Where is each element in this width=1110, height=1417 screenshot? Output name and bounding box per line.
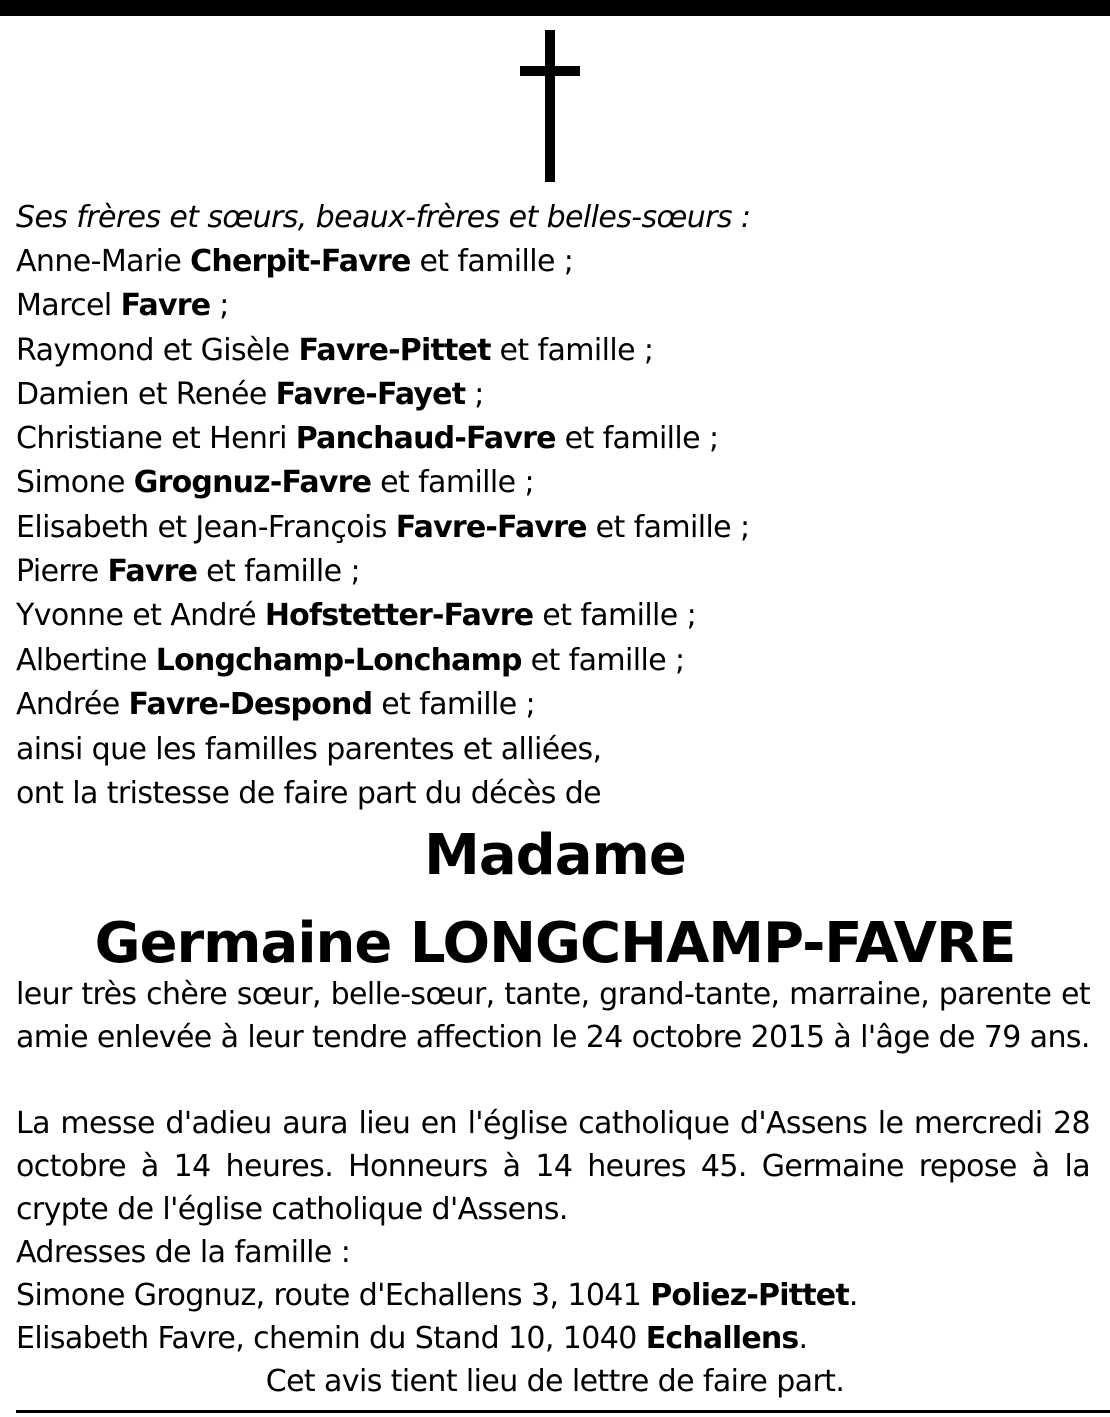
top-border: [0, 0, 1110, 16]
family-member: Christiane et Henri Panchaud-Favre et famille ;: [16, 421, 719, 457]
ceremony-paragraph: La messe d'adieu aura lieu en l'église catholique d'Assens le mercredi 28 octobre à 14 heures. Honneurs à 14 heures 45. Germaine repose à la crypte de l'église catholique d'Assens.: [16, 1106, 1090, 1227]
bottom-border: [16, 1410, 1110, 1413]
honorific: Madame: [424, 823, 686, 888]
address-line: Elisabeth Favre, chemin du Stand 10, 1040 Echallens.: [16, 1321, 808, 1356]
family-member: Andrée Favre-Despond et famille ;: [16, 686, 536, 722]
intro-line: Ses frères et sœurs, beaux-frères et belles-sœurs :: [16, 200, 751, 235]
family-member: Yvonne et André Hofstetter-Favre et famille ;: [16, 598, 697, 634]
footer-note: Cet avis tient lieu de lettre de faire part.: [265, 1364, 845, 1399]
family-member: Elisabeth et Jean-François Favre-Favre et famille ;: [16, 509, 750, 545]
addresses-block: [16, 1231, 1090, 1360]
address-line: Simone Grognuz, route d'Echallens 3, 1041 Poliez-Pittet.: [16, 1278, 858, 1313]
family-member: Raymond et Gisèle Favre-Pittet et famille ;: [16, 332, 654, 368]
family-list: [16, 240, 1090, 727]
deceased-name: Germaine LONGCHAMP-FAVRE: [94, 911, 1016, 976]
closing-line: ainsi que les familles parentes et alliées,: [16, 732, 602, 767]
family-member: Damien et Renée Favre-Fayet ;: [16, 376, 484, 412]
tribute-paragraph: leur très chère sœur, belle-sœur, tante, grand-tante, marraine, parente et amie enlevée à leur tendre affection le 24 octobre 2015 à l'âge de 79 ans.: [16, 977, 1090, 1055]
family-member: Albertine Longchamp-Lonchamp et famille ;: [16, 642, 685, 678]
family-member: Pierre Favre et famille ;: [16, 554, 360, 590]
family-member: Anne-Marie Cherpit-Favre et famille ;: [16, 244, 574, 279]
closing-lines: [16, 728, 1090, 817]
addresses-heading: Adresses de la famille :: [16, 1235, 351, 1270]
family-member: Marcel Favre ;: [16, 288, 229, 324]
closing-line: ont la tristesse de faire part du décès de: [16, 776, 602, 812]
cross-icon: [520, 30, 580, 182]
family-member: Simone Grognuz-Favre et famille ;: [16, 465, 534, 501]
